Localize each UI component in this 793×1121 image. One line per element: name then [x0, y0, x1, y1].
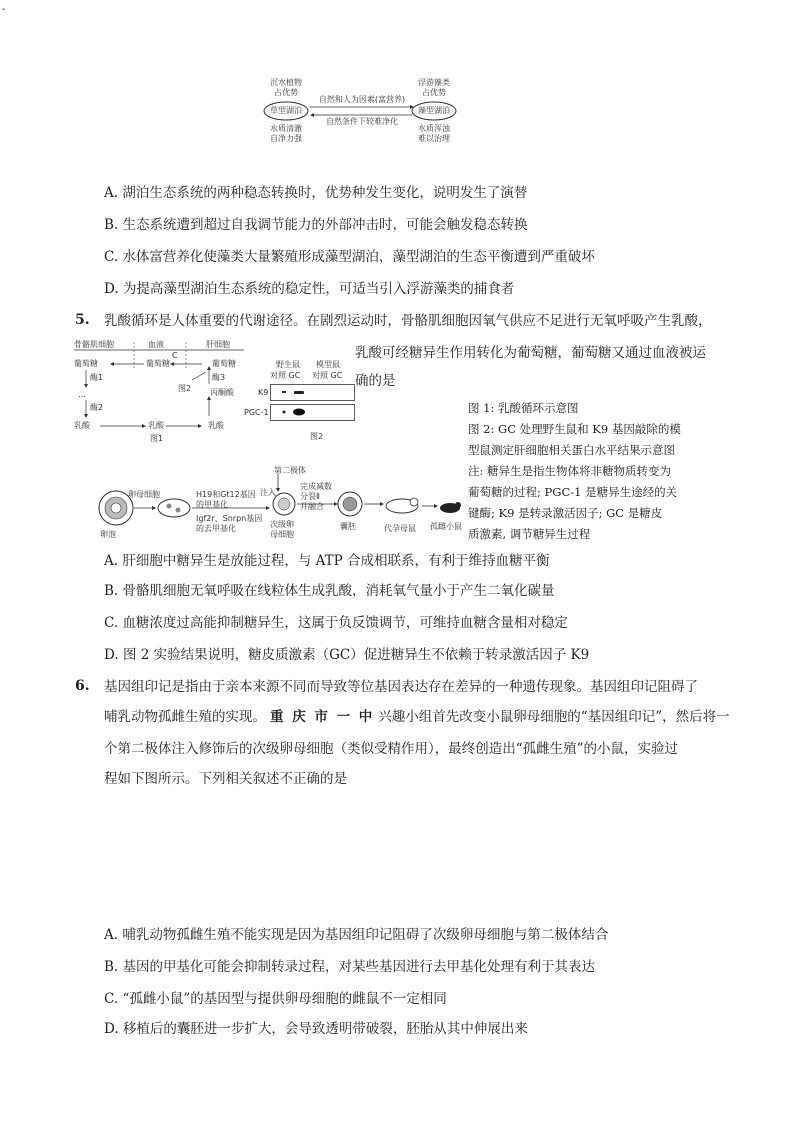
fig1-caption: 图1: [150, 434, 164, 443]
right-top-label: [414, 78, 454, 98]
secondary-line1: 次级卵: [270, 520, 294, 529]
corner-mark: -: [2, 4, 6, 15]
caption-line-7: 质激素, 调节糖异生过程: [468, 527, 591, 541]
q6-stem-line2: [104, 708, 730, 726]
option-letter: A.: [104, 553, 119, 569]
option-text: 图 2 实验结果说明，糖皮质激素（GC）促进糖异生不依赖于转录激活因子 K9: [122, 647, 590, 663]
caption-line-2: 图 2: GC 处理野生鼠和 K9 基因敲除的模: [468, 422, 681, 436]
q5-option-a: [104, 552, 550, 570]
fig2-blot-svg: [270, 384, 356, 424]
option-text: 水体富营养化使藻类大量繁殖形成藻型湖泊，藻型湖泊的生态平衡遭到严重破坏: [122, 249, 595, 265]
fig2-row-pgc1: PGC-1: [244, 408, 269, 417]
option-text: 移植后的囊胚进一步扩大，会导致透明带破裂，胚胎从其中伸展出来: [122, 1021, 528, 1037]
parthenogenesis-flow-diagram: [94, 466, 464, 546]
fig2-subheader-wild: 对照 GC: [270, 371, 301, 380]
flow-label-surrogate: 代孕母鼠: [384, 524, 416, 533]
option-letter: D.: [104, 1021, 119, 1037]
q6-stem-line4: 程如下图所示。下列相关叙述不正确的是: [104, 771, 347, 787]
option-text: 为提高藻型湖泊生态系统的稳定性，可适当引入浮游藻类的捕食者: [122, 281, 515, 297]
fig1-glucose-blood: 葡萄糖: [146, 359, 170, 368]
fig1-col-liver: 肝细胞: [206, 340, 230, 349]
fig1-glucose-liver: 葡萄糖: [212, 359, 236, 368]
option-letter: C.: [104, 249, 119, 265]
fig2-subheader-model: 对照 GC: [312, 371, 343, 380]
flow-label-inject: 注入: [260, 488, 276, 497]
left-bottom-label: [266, 124, 306, 144]
option-text: 骨骼肌细胞无氧呼吸在线粒体生成乳酸，消耗氧气量小于产生二氧化碳量: [122, 583, 555, 599]
q5-option-b: [104, 582, 555, 600]
fig2-header-model: 模型鼠: [316, 360, 340, 369]
right-node-label: 藻型湖泊: [418, 106, 450, 115]
fig2-caption: 图2: [310, 432, 324, 441]
fig1-col-blood: 血液: [148, 340, 164, 349]
watermark-school-name: 重 庆 市 一 中: [270, 709, 375, 725]
figure-2-blot: [244, 360, 356, 450]
left-top-label: [266, 78, 306, 98]
option-letter: B.: [104, 959, 119, 975]
meiosis-line2: 分裂Ⅱ: [300, 492, 320, 501]
flow-label-result: 孤雌小鼠: [430, 522, 462, 531]
q4-option-a: [104, 184, 527, 202]
flow-label-blastocyst: 囊胚: [340, 522, 356, 531]
left-node-label: 草型湖泊: [270, 106, 302, 115]
flow-label-secondary-oocyte: [270, 520, 294, 540]
demethyl-line1: Igf2r、Snrpn基因: [196, 514, 263, 523]
caption-line-3: 型鼠测定肝细胞相关蛋白水平结果示意图: [468, 443, 675, 457]
option-letter: C.: [104, 991, 119, 1007]
q4-option-c: [104, 248, 595, 266]
q6-line2-end: 兴趣小组首先改变小鼠卵母细胞的“基因组印记”，然后将一: [378, 709, 730, 725]
fig1-col-muscle: 骨骼肌细胞: [74, 340, 114, 349]
q6-number: 6.: [75, 678, 90, 694]
fig2-row-k9: K9: [258, 388, 269, 397]
q6-line2-start: 哺乳动物孤雌生殖的实现。: [104, 709, 266, 725]
secondary-line2: 母细胞: [270, 530, 294, 539]
arrow-top-label: 自然和人为因素(富营养): [318, 95, 406, 104]
option-letter: A.: [104, 185, 119, 201]
lake-state-diagram: [262, 78, 462, 148]
flow-label-follicle: 卵泡: [100, 530, 116, 539]
option-letter: A.: [104, 927, 119, 943]
option-letter: D.: [104, 281, 119, 297]
fig1-enzyme-1: 酶1: [90, 373, 104, 382]
caption-line-1: 图 1: 乳酸循环示意图: [468, 401, 579, 415]
flow-label-second-polar: 第二极体: [274, 466, 306, 475]
methyl-line1: H19和Gt12基因: [196, 490, 256, 499]
option-text: 湖泊生态系统的两种稳态转换时，优势种发生变化，说明发生了演替: [122, 185, 528, 201]
flow-label-demethylation: [196, 514, 262, 534]
left-bottom-line2: 自净力强: [270, 134, 302, 143]
left-bottom-line1: 水质清澈: [270, 124, 302, 133]
q5-stem-line1: 乳酸循环是人体重要的代谢途径。在剧烈运动时，骨骼肌细胞因氧气供应不足进行无氧呼吸产生乳酸，: [104, 313, 712, 329]
caption-line-6: 键酶; K9 是转录激活因子; GC 是糖皮: [468, 506, 663, 520]
fig1-lactate-liver: 乳酸: [208, 421, 224, 430]
q5-option-c: [104, 614, 568, 632]
left-top-line1: 沉水植物: [270, 78, 302, 87]
fig1-label-c: C: [172, 351, 178, 360]
fig1-glucose-muscle: 葡萄糖: [74, 359, 98, 368]
meiosis-line1: 完成减数: [300, 482, 332, 491]
q4-option-d: [104, 280, 514, 298]
fig2-header-wild: 野生鼠: [276, 360, 300, 369]
fig1-pyruvate: 丙酮酸: [210, 388, 234, 397]
q6-option-d: [104, 1020, 528, 1038]
fig1-enzyme-2: 酶2: [90, 403, 104, 412]
right-bottom-label: [414, 124, 454, 144]
q5-number: 5.: [75, 312, 90, 328]
flow-label-meiosis: [300, 482, 332, 512]
meiosis-line3: 并融合: [300, 502, 324, 511]
fig1-lactate-muscle: 乳酸: [74, 421, 90, 430]
caption-line-4: 注: 糖异生是指生物体将非糖物质转变为: [468, 464, 672, 478]
arrow-bottom-label: 自然条件下较难净化: [326, 117, 398, 126]
left-top-line2: 占优势: [274, 88, 298, 97]
option-letter: C.: [104, 615, 119, 631]
option-text: “孤雌小鼠”的基因型与提供卵母细胞的雌鼠不一定相同: [122, 991, 447, 1007]
q6-option-a: [104, 926, 608, 944]
methyl-line2: 的甲基化: [196, 500, 228, 509]
demethyl-line2: 的去甲基化: [196, 524, 236, 533]
q6-stem-line3: 个第二极体注入修饰后的次级卵母细胞（类似受精作用），最终创造出“孤雌生殖”的小鼠，实验过: [104, 741, 679, 757]
option-text: 肝细胞中糖异生是放能过程，与 ATP 合成相联系，有利于维持血糖平衡: [122, 553, 550, 569]
fig1-dots: …: [78, 390, 86, 399]
option-text: 基因的甲基化可能会抑制转录过程，对某些基因进行去甲基化处理有利于其表达: [122, 959, 596, 975]
option-text: 哺乳动物孤雌生殖不能实现是因为基因组印记阻碍了次级卵母细胞与第二极体结合: [122, 927, 609, 943]
right-top-line2: 占优势: [422, 88, 446, 97]
right-bottom-line1: 水质浑浊: [418, 124, 450, 133]
flow-label-methylation: [196, 490, 256, 510]
option-text: 血糖浓度过高能抑制糖异生，这属于负反馈调节，可维持血糖含量相对稳定: [122, 615, 568, 631]
right-top-line1: 浮游藻类: [418, 78, 450, 87]
fig1-enzyme-3: 酶3: [212, 373, 226, 382]
q6-option-b: [104, 958, 595, 976]
fig1-lactate-blood: 乳酸: [148, 421, 164, 430]
caption-line-5: 葡萄糖的过程; PGC-1 是糖异生途经的关: [468, 485, 678, 499]
right-bottom-line2: 难以治理: [418, 134, 450, 143]
fig1-ref-fig2: 图2: [178, 384, 192, 393]
flow-label-oocyte: 卵母细胞: [128, 490, 160, 499]
q4-option-b: [104, 216, 528, 234]
option-letter: B.: [104, 217, 119, 233]
q6-option-c: [104, 990, 447, 1008]
option-letter: B.: [104, 583, 119, 599]
q5-stem-line2: 乳酸可经糖异生作用转化为葡萄糖，葡萄糖又通过血液被运: [355, 345, 706, 361]
figure-1-lactate-cycle: [74, 340, 244, 452]
option-text: 生态系统遭到超过自我调节能力的外部冲击时，可能会触发稳态转换: [122, 217, 528, 233]
q5-stem-line3: 确的是: [355, 373, 396, 389]
q6-stem-line1: 基因组印记是指由于亲本来源不同而导致等位基因表达存在差异的一种遗传现象。基因组印记阻碍了: [104, 679, 698, 695]
q5-option-d: [104, 646, 589, 664]
option-letter: D.: [104, 647, 119, 663]
